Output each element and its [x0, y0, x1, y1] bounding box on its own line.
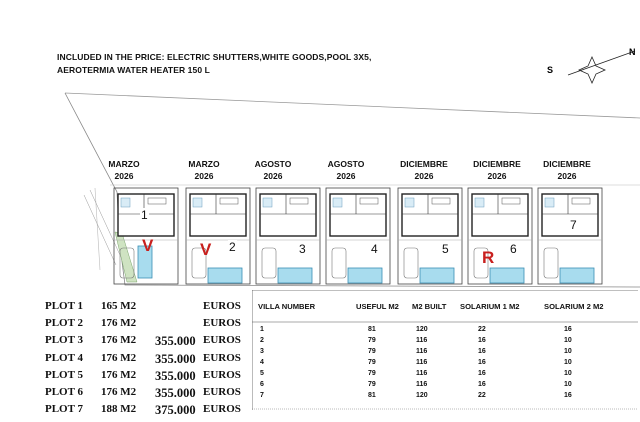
villa-plot-4 [326, 188, 390, 284]
plot-area: 165 M2 [101, 300, 137, 312]
car-parking [404, 248, 418, 278]
date-year: 2026 [336, 171, 356, 181]
date-year: 2026 [557, 171, 577, 181]
date-month: MARZO [188, 159, 220, 169]
date-month: AGOSTO [254, 159, 292, 169]
table-cell: 5 [260, 370, 264, 377]
header-useful-m2: USEFUL M2 [356, 302, 399, 311]
table-cell: 116 [416, 348, 428, 355]
plot-row-5 [45, 369, 255, 386]
plot-price: 355.000 [155, 385, 196, 400]
villa-number-4: 4 [371, 242, 378, 256]
header-m2-built: M2 BUILT [412, 302, 447, 311]
table-cell: 79 [368, 359, 376, 366]
plot-currency: EUROS [203, 334, 241, 347]
date-month: DICIEMBRE [543, 159, 591, 169]
table-cell: 7 [260, 392, 264, 399]
plot-name: PLOT 2 [45, 317, 84, 330]
plot-row-4 [45, 352, 255, 369]
table-cell: 79 [368, 348, 376, 355]
plot-area: 176 M2 [101, 368, 137, 381]
kitchen-counter [572, 198, 590, 204]
date-year: 2026 [414, 171, 434, 181]
table-cell: 22 [478, 326, 486, 333]
plot-currency: EUROS [203, 385, 241, 398]
date-month: AGOSTO [327, 159, 365, 169]
table-cell: 116 [416, 370, 428, 377]
plot-name: PLOT 3 [45, 334, 84, 347]
bathroom [193, 198, 202, 207]
kitchen-counter [148, 198, 166, 204]
compass-south-label: S [547, 65, 554, 75]
plot-currency: EUROS [203, 403, 241, 416]
date-year: 2026 [194, 171, 214, 181]
plot-currency: EUROS [203, 368, 241, 381]
plot-row-3 [45, 334, 255, 351]
bathroom [263, 198, 272, 207]
plot-area: 176 M2 [101, 317, 137, 330]
villa-number-7: 7 [570, 218, 577, 232]
date-label-1 [84, 158, 164, 182]
header-villa-number: VILLA NUMBER [258, 302, 316, 311]
villa-status-6: R [482, 248, 495, 267]
villa-number-1: 1 [141, 208, 148, 222]
table-row [252, 381, 638, 392]
date-month: DICIEMBRE [400, 159, 448, 169]
table-cell: 10 [564, 370, 572, 377]
table-row [252, 370, 638, 381]
table-cell: 116 [416, 381, 428, 388]
date-month: MARZO [108, 159, 140, 169]
table-cell: 3 [260, 348, 264, 355]
villa-plot-6 [468, 188, 532, 284]
compass-north-label: N [629, 47, 636, 57]
table-cell: 16 [478, 370, 486, 377]
villa-number-5: 5 [442, 242, 449, 256]
table-cell: 10 [564, 348, 572, 355]
date-year: 2026 [487, 171, 507, 181]
date-month: DICIEMBRE [473, 159, 521, 169]
table-cell: 79 [368, 370, 376, 377]
date-label-2 [164, 158, 244, 182]
pool [420, 268, 454, 283]
plot-price: 355.000 [155, 334, 196, 349]
bathroom [333, 198, 342, 207]
table-cell: 6 [260, 381, 264, 388]
table-cell: 120 [416, 392, 428, 399]
date-year: 2026 [263, 171, 283, 181]
table-row [252, 359, 638, 370]
villa-status-2: V [200, 240, 212, 259]
date-label-5 [384, 158, 464, 182]
plot-row-7 [45, 403, 255, 420]
table-cell: 10 [564, 337, 572, 344]
plot-name: PLOT 7 [45, 403, 84, 416]
pool [278, 268, 312, 283]
bathroom [121, 198, 130, 207]
date-year: 2026 [114, 171, 134, 181]
table-cell: 4 [260, 359, 264, 366]
table-cell: 116 [416, 337, 428, 344]
table-cell: 16 [478, 348, 486, 355]
villa-plot-3 [256, 188, 320, 284]
car-parking [262, 248, 276, 278]
plot-currency: EUROS [203, 300, 241, 312]
table-cell: 79 [368, 337, 376, 344]
table-cell: 10 [564, 381, 572, 388]
plot-currency: EUROS [203, 317, 241, 330]
villa-number-6: 6 [510, 242, 517, 256]
table-row [252, 348, 638, 359]
kitchen-counter [360, 198, 378, 204]
table-cell: 16 [564, 326, 572, 333]
plot-price: 355.000 [155, 351, 196, 366]
villa-number-3: 3 [299, 242, 306, 256]
plot-price: 355.000 [155, 368, 196, 383]
table-cell: 81 [368, 326, 376, 333]
plot-name: PLOT 6 [45, 385, 84, 398]
villa-plot-2 [186, 188, 250, 284]
header-solarium-2: SOLARIUM 2 M2 [544, 302, 604, 311]
car-parking [544, 248, 558, 278]
plot-area: 176 M2 [101, 334, 137, 347]
plot-row-6 [45, 386, 255, 403]
kitchen-counter [290, 198, 308, 204]
date-label-4 [306, 158, 386, 182]
table-cell: 10 [564, 359, 572, 366]
table-cell: 81 [368, 392, 376, 399]
table-row [252, 392, 638, 403]
pool [560, 268, 594, 283]
villa-plot-5 [398, 188, 462, 284]
kitchen-counter [432, 198, 450, 204]
table-cell: 120 [416, 326, 428, 333]
plot-area: 176 M2 [101, 385, 137, 398]
table-row [252, 326, 638, 337]
table-cell: 16 [478, 359, 486, 366]
plot-row-2 [45, 317, 255, 334]
included-note-line-1: INCLUDED IN THE PRICE: ELECTRIC SHUTTERS,WHITE GOODS,POOL 3X5, [57, 52, 372, 62]
plot-area: 176 M2 [101, 351, 137, 364]
date-label-3 [233, 158, 313, 182]
table-cell: 2 [260, 337, 264, 344]
bathroom [475, 198, 484, 207]
plot-name: PLOT 4 [45, 351, 84, 364]
table-cell: 1 [260, 326, 264, 333]
villa-plot-7 [538, 188, 602, 284]
table-cell: 16 [478, 337, 486, 344]
villa-status-1: V [142, 236, 154, 255]
plot-price-list [45, 300, 255, 420]
bathroom [405, 198, 414, 207]
bathroom [545, 198, 554, 207]
pool [208, 268, 242, 283]
villa-area-table [252, 290, 638, 410]
table-cell: 22 [478, 392, 486, 399]
header-solarium-1: SOLARIUM 1 M2 [460, 302, 520, 311]
plot-currency: EUROS [203, 351, 241, 364]
table-row [252, 337, 638, 348]
plot-row-1 [45, 300, 255, 317]
plot-name: PLOT 5 [45, 368, 84, 381]
date-label-6 [457, 158, 537, 182]
car-parking [332, 248, 346, 278]
plot-price: 375.000 [155, 403, 196, 418]
table-cell: 16 [478, 381, 486, 388]
table-cell: 116 [416, 359, 428, 366]
table-cell: 16 [564, 392, 572, 399]
kitchen-counter [220, 198, 238, 204]
pool [490, 268, 524, 283]
kitchen-counter [502, 198, 520, 204]
pool [348, 268, 382, 283]
date-label-7 [527, 158, 607, 182]
included-note-line-2: AEROTERMIA WATER HEATER 150 L [57, 65, 210, 75]
villa-number-2: 2 [229, 240, 236, 254]
table-cell: 79 [368, 381, 376, 388]
plot-area: 188 M2 [101, 403, 137, 416]
plot-name: PLOT 1 [45, 300, 84, 312]
